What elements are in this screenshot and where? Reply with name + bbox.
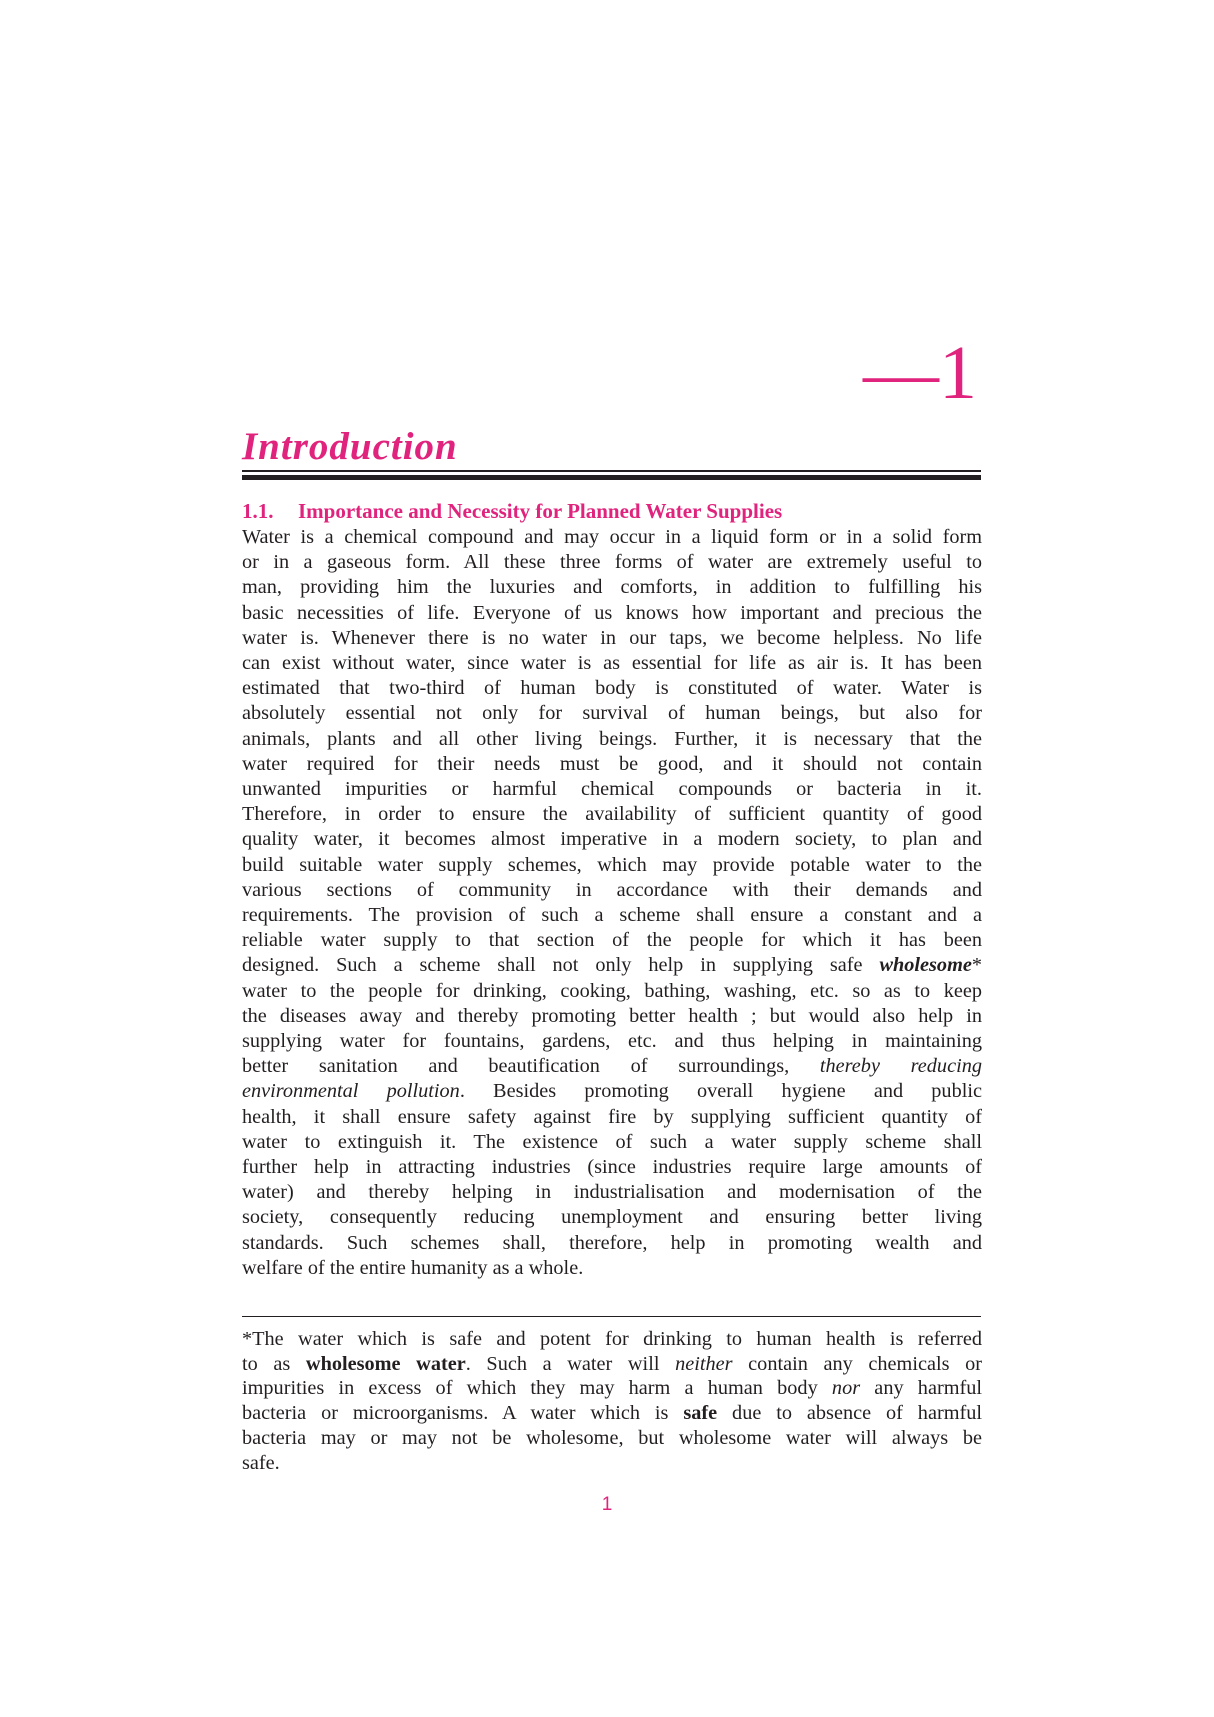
body-line: man, providing him the luxuries and comforts, in addition to fulfilling his: [242, 576, 982, 599]
section-title: Importance and Necessity for Planned Water Supplies: [298, 499, 783, 523]
wholesome-emphasis: [879, 954, 971, 976]
body-line: requirements. The provision of such a scheme shall ensure a constant and a: [242, 904, 982, 927]
italic-word: nor: [831, 1377, 861, 1400]
footnote-line: safe.: [242, 1451, 280, 1474]
footnote-line: bacteria may or may not be wholesome, but wholesome water will always be: [242, 1426, 982, 1449]
body-line: estimated that two-third of human body is constituted of water. Water is: [242, 677, 982, 700]
chapter-number: —1: [863, 331, 977, 415]
footnote-marker: *: [971, 954, 982, 977]
body-line: build suitable water supply schemes, which may provide potable water to the: [242, 853, 982, 876]
footnote-rule: [242, 1316, 981, 1317]
body-line: [242, 1079, 982, 1104]
italic-phrase: thereby reducing: [819, 1055, 982, 1078]
body-line: animals, plants and all other living beings. Further, it is necessary that the: [242, 727, 982, 750]
body-line: society, consequently reducing unemployment and ensuring better living: [242, 1206, 982, 1229]
body-line: water to the people for drinking, cooking, bathing, washing, etc. so as to keep: [242, 979, 982, 1002]
body-line: unwanted impurities or harmful chemical compounds or bacteria in it.: [242, 778, 982, 801]
title-rule-thick: [242, 475, 981, 480]
italic-word: neither: [675, 1352, 733, 1375]
title-rule-thin: [242, 470, 981, 472]
safe-term: safe: [683, 1402, 718, 1425]
footnote-text: contain any chemicals or: [732, 1352, 983, 1375]
body-line: Therefore, in order to ensure the availability of sufficient quantity of good: [242, 803, 982, 826]
footnote-text: any harmful: [860, 1377, 982, 1400]
wholesome-term: wholesome: [879, 954, 972, 977]
footnote-text: impurities in excess of which they may harm a human body: [242, 1377, 832, 1400]
body-line-text: designed. Such a scheme shall not only help in supplying safe: [242, 954, 880, 977]
footnote: [242, 1327, 982, 1475]
page-number: 1: [601, 1494, 613, 1515]
body-line: water to extinguish it. The existence of such a water supply scheme shall: [242, 1130, 982, 1153]
footnote-text: . Such a water will: [465, 1352, 676, 1375]
body-line: absolutely essential not only for survival of human beings, but also for: [242, 702, 982, 725]
body-line: further help in attracting industries (since industries require large amounts of: [242, 1156, 982, 1179]
body-line: reliable water supply to that section of the people for which it has been: [242, 929, 982, 952]
section-number: 1.1.: [242, 499, 274, 523]
body-line: or in a gaseous form. All these three forms of water are extremely useful to: [242, 551, 982, 574]
footnote-text: to as: [242, 1352, 306, 1375]
body-line: [242, 953, 982, 978]
body-line: can exist without water, since water is as essential for life as air is. It has been: [242, 652, 982, 675]
chapter-title: Introduction: [242, 425, 458, 468]
body-line: water is. Whenever there is no water in our taps, we become helpless. No life: [242, 626, 982, 649]
footnote-line: [242, 1352, 982, 1377]
body-line: water) and thereby helping in industrialisation and modernisation of the: [242, 1181, 982, 1204]
wholesome-water-term: wholesome water: [305, 1352, 466, 1375]
footnote-text: due to absence of harmful: [717, 1402, 983, 1425]
footnote-line: [242, 1401, 982, 1426]
body-line: the diseases away and thereby promoting better health ; but would also help in: [242, 1004, 982, 1027]
italic-phrase: environmental pollution: [242, 1080, 460, 1103]
body-line: water required for their needs must be good, and it should not contain: [242, 752, 982, 775]
body-line: quality water, it becomes almost imperative in a modern society, to plan and: [242, 828, 982, 851]
body-paragraph: [242, 525, 982, 1281]
footnote-line: [242, 1376, 982, 1401]
footnote-line: *The water which is safe and potent for drinking to human health is referred: [242, 1328, 982, 1350]
body-line: various sections of community in accordance with their demands and: [242, 878, 982, 901]
body-line: Water is a chemical compound and may occur in a liquid form or in a solid form: [242, 526, 982, 548]
footnote-text: bacteria or microorganisms. A water which is: [242, 1402, 684, 1425]
body-line-text: . Besides promoting overall hygiene and public: [459, 1080, 982, 1103]
section-heading: [242, 497, 782, 525]
body-line: standards. Such schemes shall, therefore, help in promoting wealth and: [242, 1231, 982, 1254]
body-line-text: better sanitation and beautification of surroundings,: [242, 1055, 820, 1078]
body-line: [242, 1054, 982, 1079]
body-line: supplying water for fountains, gardens, etc. and thus helping in maintaining: [242, 1030, 982, 1053]
body-line: basic necessities of life. Everyone of us knows how important and precious the: [242, 601, 982, 624]
body-line: welfare of the entire humanity as a whole.: [242, 1256, 584, 1279]
body-line: health, it shall ensure safety against fire by supplying sufficient quantity of: [242, 1105, 982, 1128]
